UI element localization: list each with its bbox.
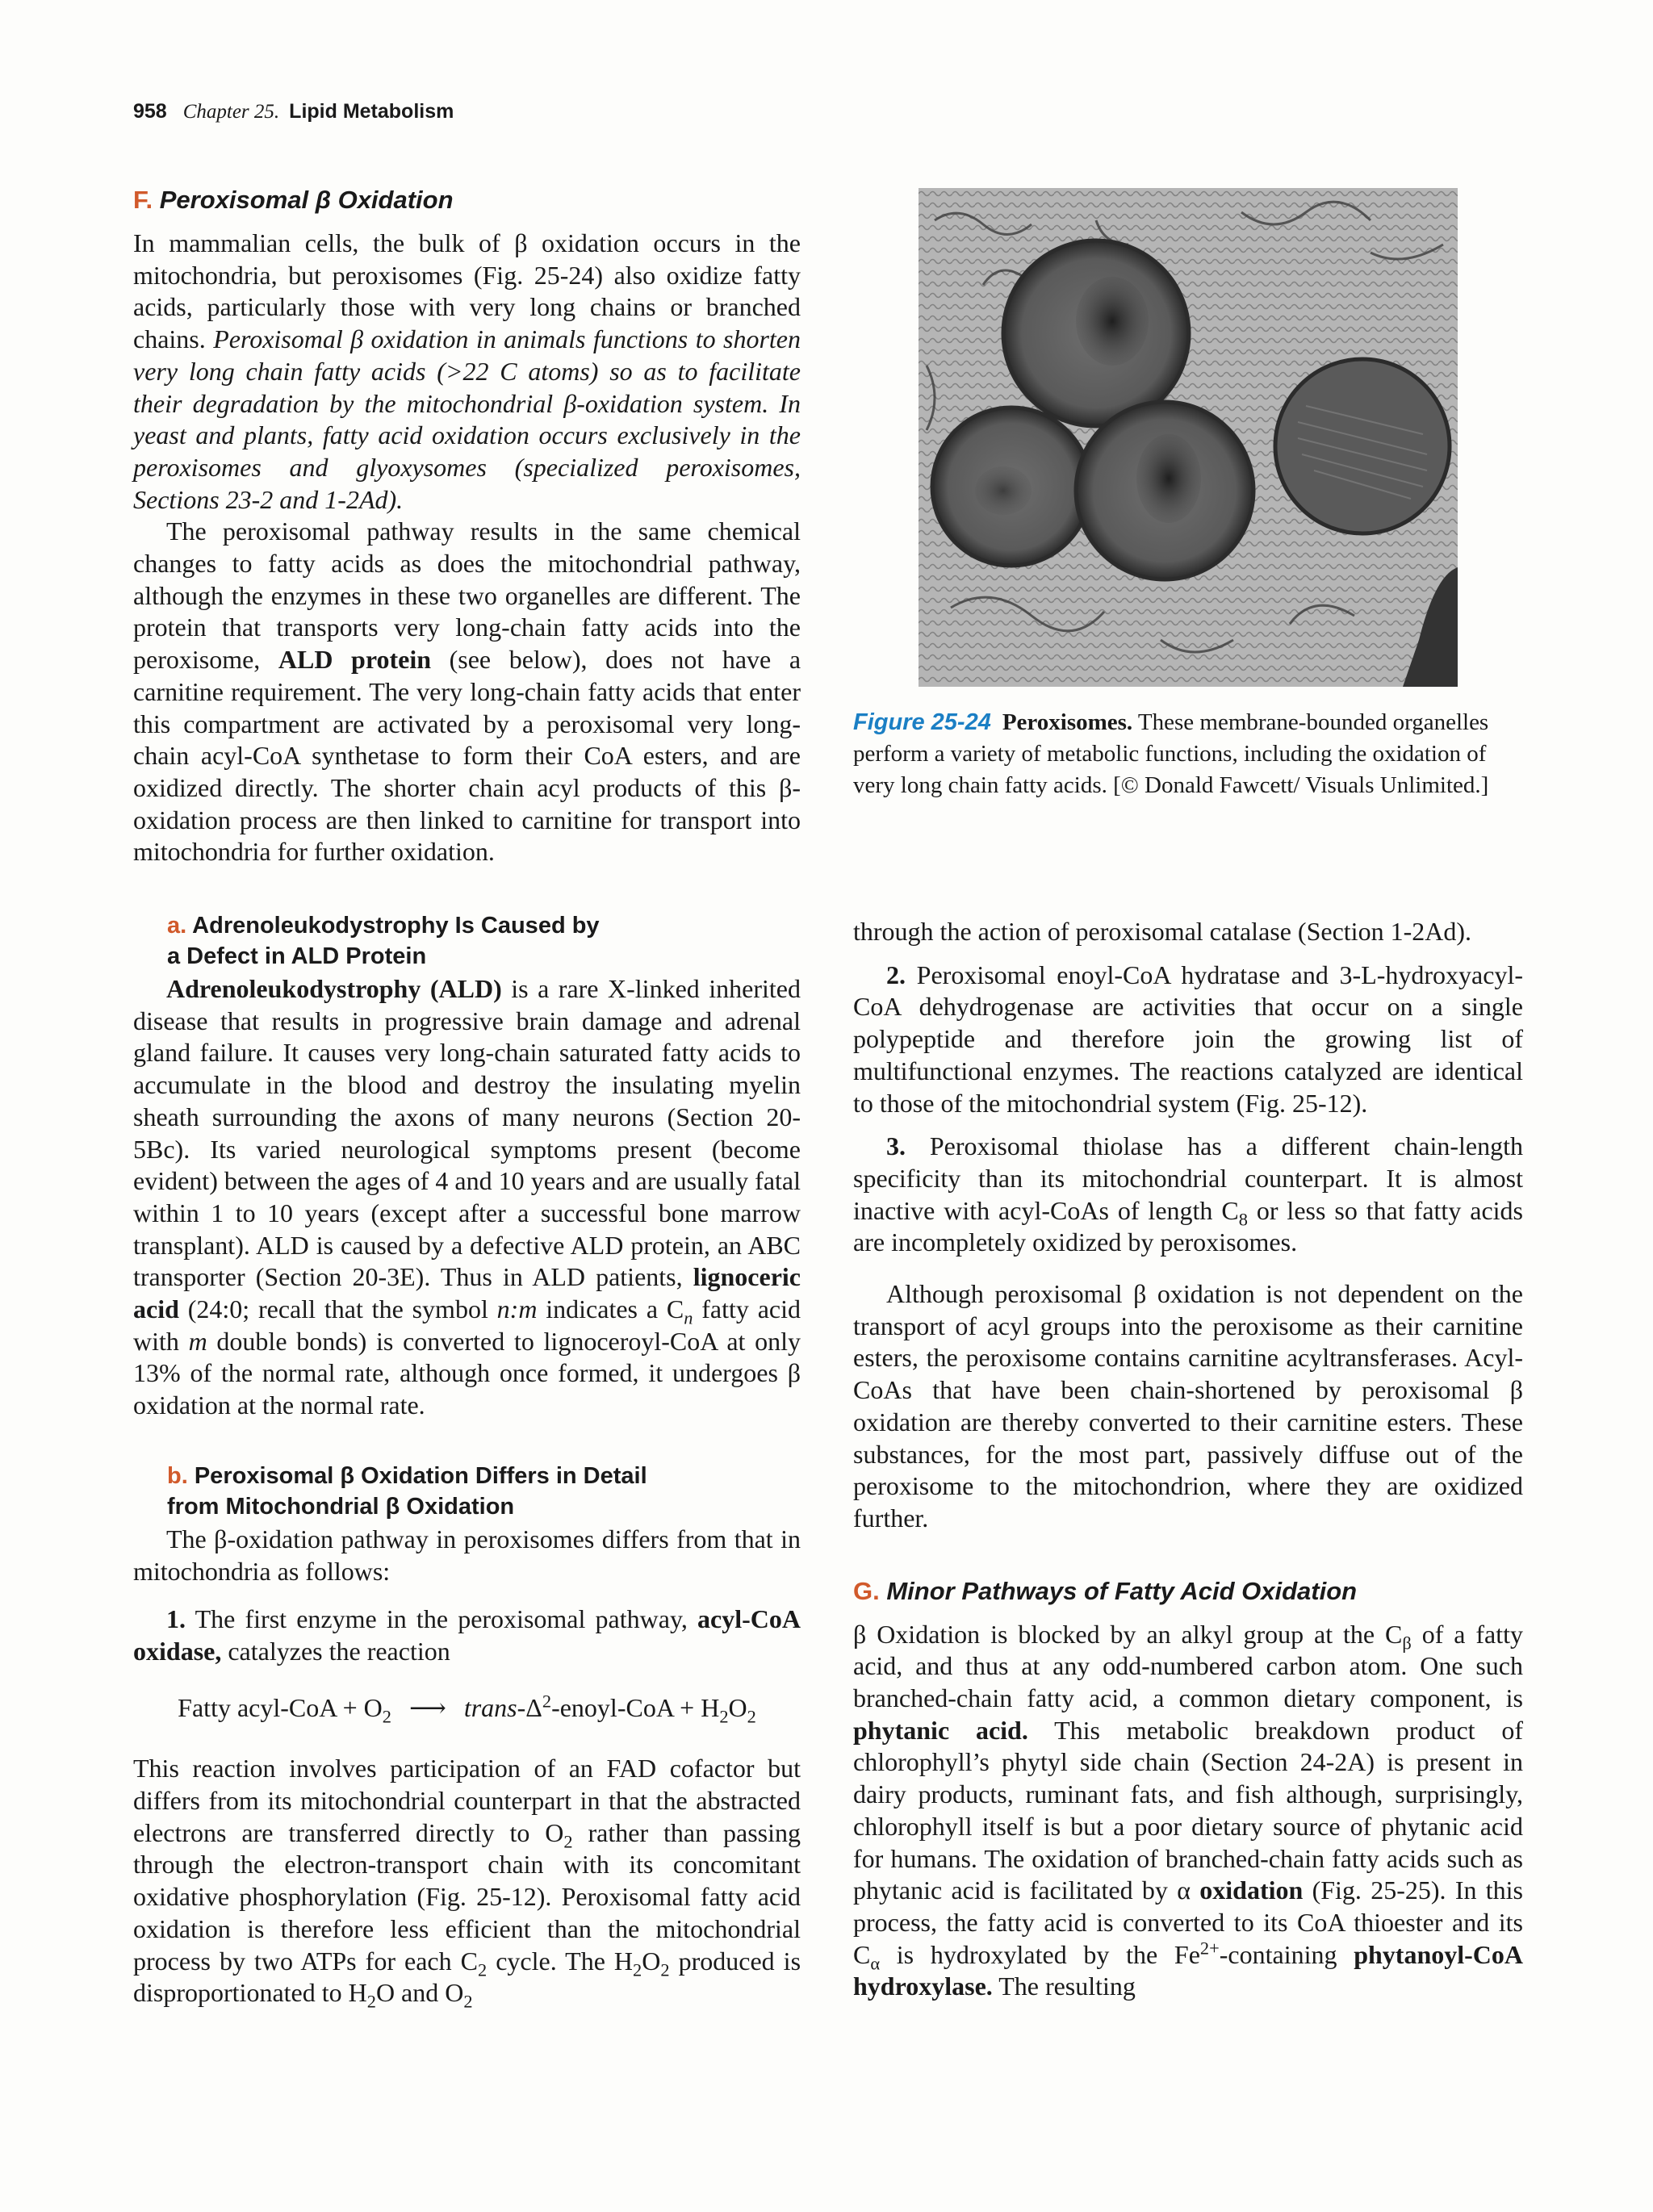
running-header (133, 100, 454, 123)
section-letter: F. (133, 186, 153, 214)
chapter-label: Chapter 25. (182, 101, 280, 123)
paragraph: Adrenoleukodystrophy (ALD) is a rare X-linked inherited disease that results in progressive brain damage and adrenal gland failure. It causes very long-chain saturated fatty acids to accumulate in the blood and destroy the insulating myelin sheath surrounding the axons of many neurons (Section 20-5Bc). Its varied neurological symptoms present (become evident) between the ages of 4 and 10 years and are usually fatal within 1 to 10 years (except after a successful bone marrow transplant). ALD is caused by a defective ALD protein, an ABC transporter (Section 20-3E). Thus in ALD patients, lignoceric acid (24:0; recall that the symbol n:m indicates a $C_n$ fatty acid with m double bonds) is converted to lignoceroyl-CoA at only 13% of the normal rate, although once formed, it undergoes β oxidation at the normal rate. (133, 974, 801, 1420)
list-item: 1. The first enzyme in the peroxisomal pathway, acyl-CoA oxidase, catalyzes the reaction (133, 1604, 801, 1666)
right-column-bottom (853, 916, 1523, 2003)
list-item: 3. Peroxisomal thiolase has a different chain-length specificity than its mitochondrial counterpart. It is almost inactive with acyl-CoAs of length $C_8$ or less so that fatty acids are incompletely oxidized by peroxisomes. (853, 1131, 1524, 1257)
figure-label: Figure 25-24 (853, 709, 991, 735)
section-title: Peroxisomal β Oxidation (159, 186, 454, 214)
figure-title: Peroxisomes. (1002, 709, 1133, 735)
figure-caption (853, 707, 1499, 801)
peroxisomes-micrograph (919, 188, 1458, 687)
chapter-topic: Lipid Metabolism (289, 100, 454, 123)
left-column-bottom (133, 910, 801, 2012)
paragraph: In mammalian cells, the bulk of β oxidation occurs in the mitochondria, but peroxisomes (Fig. 25-24) also oxidize fatty acids, particularly those with very long chains or branched chains. Peroxisomal β oxidation in animals functions to shorten very long chain fatty acids (>22 C atoms) so as to facilitate their degradation by the mitochondrial β-oxidation system. In yeast and plants, fatty acid oxidation occurs exclusively in the peroxisomes and glyoxysomes (specialized peroxisomes, Sections 23-2 and 1-2Ad). (133, 228, 801, 514)
paragraph: through the action of peroxisomal catalase (Section 1-2Ad). (853, 917, 1471, 946)
reaction-equation: Fatty acyl-CoA + $O_2$ ⟶ trans-$\Delta^2-enoyl$-CoA + $H_2O_2$ (178, 1691, 756, 1727)
left-column-top (133, 184, 801, 868)
paragraph: β Oxidation is blocked by an alkyl group at the $C_\beta$ of a fatty acid, and thus at any odd-numbered carbon atom. One such branched-chain fatty acid, a common dietary component, is phytanic acid. This metabolic breakdown product of chlorophyll’s phytyl side chain (Section 24-2A) is present in dairy products, ruminant fats, and fish although, surprisingly, chlorophyll itself is but a poor dietary source of phytanic acid for humans. The oxidation of branched-chain fatty acids such as phytanic acid is facilitated by α oxidation (Fig. 25-25). In this process, the fatty acid is converted to its CoA thioester and its $C_\alpha$ is hydroxylated by the $Fe^{2+}$-containing phytanoyl-CoA hydroxylase. The resulting (853, 1619, 1524, 2001)
paragraph: The peroxisomal pathway results in the same chemical changes to fatty acids as does the mitochondrial pathway, although the enzymes in these two organelles are different. The protein that transports very long-chain fatty acids into the peroxisome, ALD protein (see below), does not have a carnitine requirement. The very long-chain fatty acids that enter this compartment are activated by a peroxisomal very long-chain acyl-CoA synthetase to form their CoA esters, and are oxidized directly. The shorter chain acyl products of this β-oxidation process are then linked to carnitine for transport into mitochondria for further oxidation. (133, 516, 801, 867)
paragraph: This reaction involves participation of an FAD cofactor but differs from its mitochondrial counterpart in that the abstracted electrons are transferred directly to $O_2$ rather than passing through the electron-transport chain with its concomitant oxidative phosphorylation (Fig. 25-12). Peroxisomal fatty acid oxidation is therefore less efficient than the mitochondrial process by two ATPs for each $C_2$ cycle. The $H_2O_2$ produced is disproportionated to $H_2O$ and $O_2$ (133, 1754, 801, 2012)
figure-text: These membrane-bounded organelles perform a variety of metabolic functions, including the oxidation of very long chain fatty acids. [© Donald Fawcett/ Visuals Unlimited.] (853, 709, 1489, 798)
subsection-a-heading: a. Adrenoleukodystrophy Is Caused by a Defect in ALD Protein (167, 913, 600, 969)
paragraph: The β-oxidation pathway in peroxisomes differs from that in mitochondria as follows: (133, 1524, 801, 1586)
micrograph-image (919, 188, 1458, 687)
section-g-heading: G. Minor Pathways of Fatty Acid Oxidation (853, 1576, 1358, 1605)
section-f-heading (133, 184, 801, 216)
list-item: 2. Peroxisomal enoyl-CoA hydratase and 3-L-hydroxyacyl-CoA dehydrogenase are activities that occur on a single polypeptide and therefore join the growing list of multifunctional enzymes. The reactions catalyzed are identical to those of the mitochondrial system (Fig. 25-12). (853, 960, 1523, 1118)
paragraph: Although peroxisomal β oxidation is not dependent on the transport of acyl groups into the peroxisome as their carnitine esters, the peroxisome contains carnitine acyltransferases. Acyl-CoAs that have been chain-shortened by peroxisomal β oxidation are thereby converted to their carnitine esters. These substances, for the most part, passively diffuse out of the peroxisome to the mitochondrion, where they are oxidized further. (853, 1279, 1523, 1533)
subsection-b-heading: b. Peroxisomal β Oxidation Differs in Detail from Mitochondrial β Oxidation (167, 1462, 647, 1520)
page-number: 958 (133, 100, 167, 123)
